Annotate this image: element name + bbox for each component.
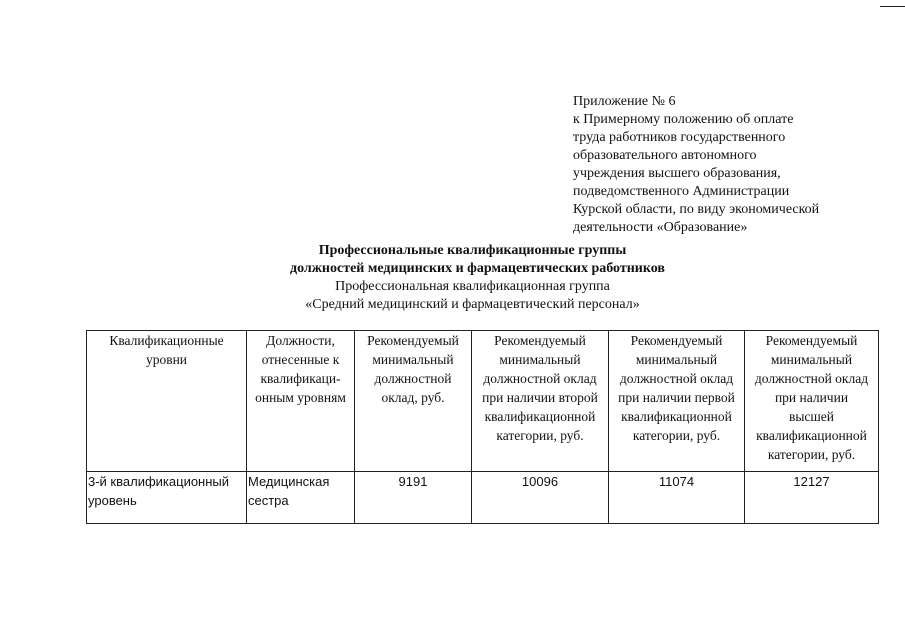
header-qualification-levels: Квалификационные уровни xyxy=(87,331,247,472)
appendix-note xyxy=(573,93,819,237)
document-title-line: Профессиональные квалификационные группы xyxy=(318,243,627,258)
header-highest-category-salary: Рекомендуемый минимальный должностной оклад при наличии высшей квалификационной категории, руб. xyxy=(745,331,879,472)
cell-first-category-salary: 11074 xyxy=(609,472,745,524)
appendix-line: образовательного автономного xyxy=(573,148,757,163)
document-title-line: должностей медицинских и фармацевтических работников xyxy=(290,261,665,276)
appendix-line: подведомственного Администрации xyxy=(573,184,790,199)
cell-second-category-salary: 10096 xyxy=(472,472,609,524)
appendix-line: деятельности «Образование» xyxy=(573,220,748,235)
appendix-line: Приложение № 6 xyxy=(573,94,676,109)
table-row xyxy=(87,472,879,524)
header-positions: Должности, отнесенные к квалификаци- онным уровням xyxy=(247,331,355,472)
corner-mark xyxy=(880,6,905,7)
group-title-line: «Средний медицинский и фармацевтический персонал» xyxy=(305,297,640,312)
cell-base-salary: 9191 xyxy=(355,472,472,524)
header-second-category-salary: Рекомендуемый минимальный должностной оклад при наличии второй квалификационной категории, руб. xyxy=(472,331,609,472)
table-header-row xyxy=(87,331,879,472)
header-base-salary: Рекомендуемый минимальный должностной оклад, руб. xyxy=(355,331,472,472)
appendix-line: труда работников государственного xyxy=(573,130,786,145)
salary-table xyxy=(86,330,879,524)
cell-position: Медицинская сестра xyxy=(247,472,355,524)
appendix-line: учреждения высшего образования, xyxy=(573,166,781,181)
appendix-line: к Примерному положению об оплате xyxy=(573,112,794,127)
cell-highest-category-salary: 12127 xyxy=(745,472,879,524)
appendix-line: Курской области, по виду экономической xyxy=(573,202,820,217)
group-title-line: Профессиональная квалификационная группа xyxy=(335,279,610,294)
cell-qualification-level: 3-й квалификационный уровень xyxy=(87,472,247,524)
header-first-category-salary: Рекомендуемый минимальный должностной оклад при наличии первой квалификационной категории, руб. xyxy=(609,331,745,472)
document-headings xyxy=(0,242,905,314)
